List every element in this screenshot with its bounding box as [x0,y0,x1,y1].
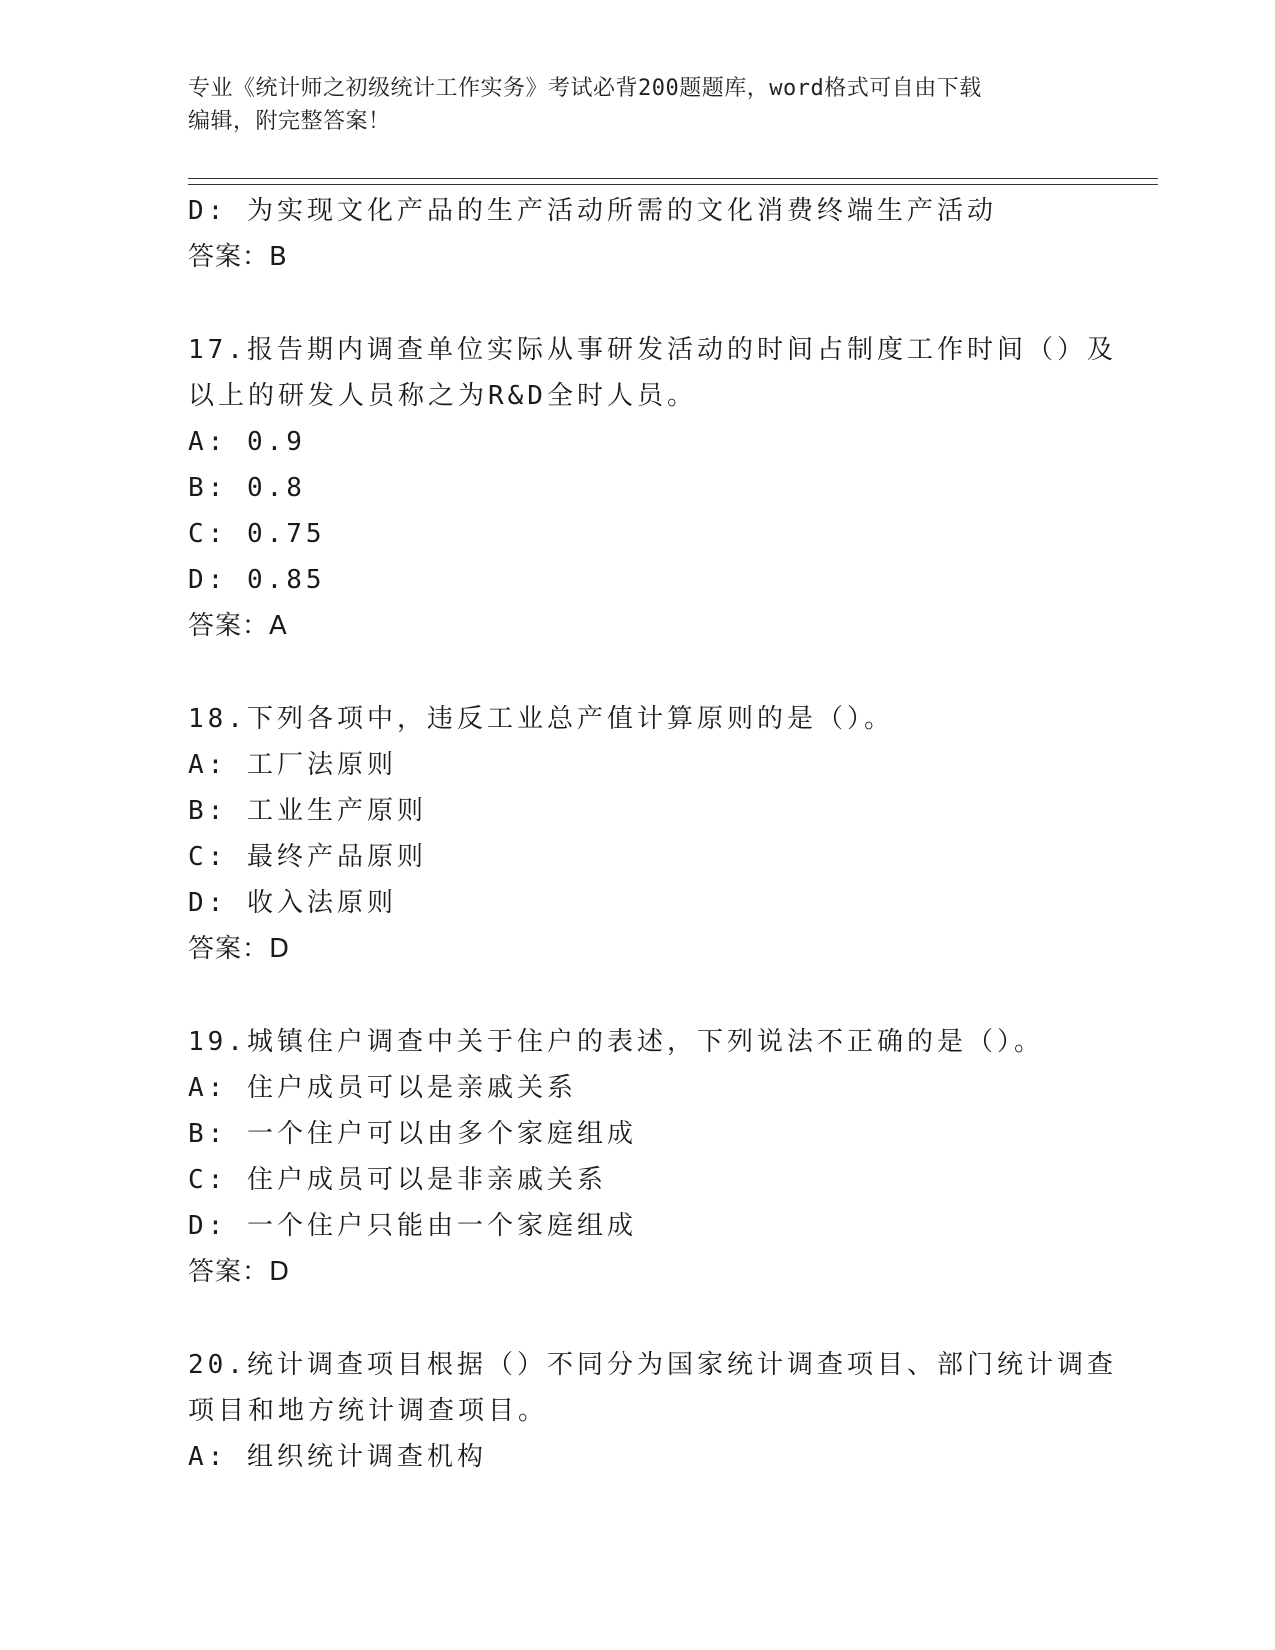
answer-line: 答案：D [188,934,291,964]
answer-line: 答案：A [188,611,288,641]
header-divider-top [188,178,1158,179]
option-a: A: 住户成员可以是亲戚关系 [188,1073,577,1103]
option-c: C: 0.75 [188,519,326,549]
question-19 [188,1019,1088,1295]
option-a: A: 工厂法原则 [188,750,397,780]
question-17 [188,327,1117,649]
question-stem-continued: 项目和地方统计调查项目。 [188,1396,549,1426]
option-a: A: 0.9 [188,427,306,457]
option-a: A: 组织统计调查机构 [188,1442,487,1472]
question-16-tail [188,188,1088,280]
question-stem-continued: 以上的研发人员称之为R&D全时人员。 [188,381,697,411]
question-18 [188,696,1088,972]
document-header [188,72,1068,138]
option-b: B: 0.8 [188,473,306,503]
option-d: D: 收入法原则 [188,888,397,918]
question-20 [188,1342,1117,1480]
option-b: B: 一个住户可以由多个家庭组成 [188,1119,637,1149]
answer-line: 答案：D [188,1257,291,1287]
header-title-line-2: 编辑，附完整答案！ [188,109,391,134]
question-stem: 18.下列各项中，违反工业总产值计算原则的是（）。 [188,704,894,734]
answer-line: 答案：B [188,242,288,272]
option-c: C: 最终产品原则 [188,842,427,872]
question-stem: 20.统计调查项目根据（）不同分为国家统计调查项目、部门统计调查 [188,1350,1117,1380]
option-c: C: 住户成员可以是非亲戚关系 [188,1165,607,1195]
option-d: D: 0.85 [188,565,326,595]
header-divider-bottom [188,184,1158,185]
question-stem: 19.城镇住户调查中关于住户的表述，下列说法不正确的是（）。 [188,1027,1044,1057]
option-d: D: 为实现文化产品的生产活动所需的文化消费终端生产活动 [188,196,997,226]
question-stem: 17.报告期内调查单位实际从事研发活动的时间占制度工作时间（）及 [188,335,1117,365]
header-title-line-1: 专业《统计师之初级统计工作实务》考试必背200题题库，word格式可自由下载 [188,76,982,101]
option-d: D: 一个住户只能由一个家庭组成 [188,1211,637,1241]
question-list [188,188,1117,1480]
option-b: B: 工业生产原则 [188,796,427,826]
